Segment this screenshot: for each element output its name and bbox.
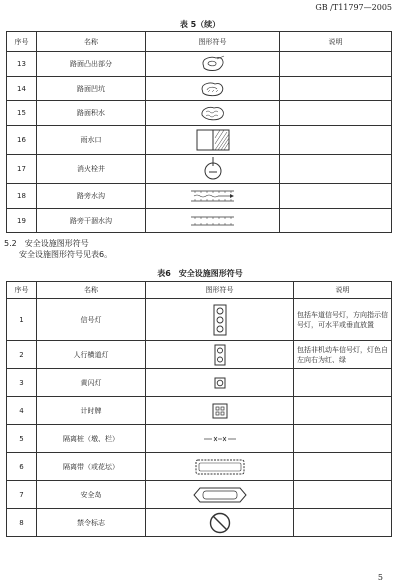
table5-caption: 表 5（续） xyxy=(179,20,221,29)
row-name: 黄闪灯 xyxy=(37,369,146,397)
row-number: 16 xyxy=(7,126,37,155)
table5 xyxy=(6,31,392,233)
table6 xyxy=(6,281,392,537)
table6-caption: 表6 安全设施图形符号 xyxy=(157,269,243,278)
row-desc xyxy=(280,76,392,101)
table-row xyxy=(7,453,392,481)
section-heading: 5.2 安全设施图形符号 xyxy=(4,239,89,248)
row-number: 18 xyxy=(7,184,37,209)
column-header: 名称 xyxy=(37,32,146,52)
row-desc xyxy=(294,397,392,425)
row-desc xyxy=(294,509,392,537)
row-name: 安全岛 xyxy=(37,481,146,509)
row-desc xyxy=(280,155,392,184)
row-desc: 包括非机动车信号灯，灯色自左向右为红、绿 xyxy=(294,341,392,369)
row-name: 计时牌 xyxy=(37,397,146,425)
row-number: 8 xyxy=(7,509,37,537)
table-row xyxy=(7,126,392,155)
row-name: 路旁水沟 xyxy=(37,184,146,209)
row-name: 人行横道灯 xyxy=(37,341,146,369)
row-name: 禁令标志 xyxy=(37,509,146,537)
fire-hydrant-well-symbol xyxy=(146,155,280,184)
row-name: 路面凸出部分 xyxy=(37,52,146,77)
section-body: 安全设施图形符号见表6。 xyxy=(19,250,113,259)
roadside-ditch-symbol xyxy=(146,184,280,209)
row-desc xyxy=(280,208,392,233)
row-desc: 包括车道信号灯，方向指示信号灯，可水平或垂直放置 xyxy=(294,299,392,341)
row-name: 隔离桩（墩、栏） xyxy=(37,425,146,453)
table-row xyxy=(7,341,392,369)
isolation-pile-symbol xyxy=(146,425,294,453)
table-row xyxy=(7,299,392,341)
row-number: 7 xyxy=(7,481,37,509)
table-row xyxy=(7,208,392,233)
table-row xyxy=(7,76,392,101)
table-row xyxy=(7,155,392,184)
row-number: 4 xyxy=(7,397,37,425)
row-number: 2 xyxy=(7,341,37,369)
column-header: 说明 xyxy=(280,32,392,52)
row-name: 路面凹坑 xyxy=(37,76,146,101)
table-row xyxy=(7,397,392,425)
column-header: 名称 xyxy=(37,282,146,299)
column-header: 序号 xyxy=(7,282,37,299)
table-row xyxy=(7,425,392,453)
dry-ditch-symbol xyxy=(146,208,280,233)
road-pothole-symbol xyxy=(146,76,280,101)
row-name: 隔离带（或花坛） xyxy=(37,453,146,481)
prohibition-sign-symbol xyxy=(146,509,294,537)
row-number: 5 xyxy=(7,425,37,453)
row-desc xyxy=(280,126,392,155)
row-number: 6 xyxy=(7,453,37,481)
row-number: 15 xyxy=(7,101,37,126)
table5-header-row xyxy=(7,32,392,52)
road-water-symbol xyxy=(146,101,280,126)
row-name: 路旁干涸水沟 xyxy=(37,208,146,233)
row-name: 路面积水 xyxy=(37,101,146,126)
row-desc xyxy=(294,425,392,453)
row-name: 信号灯 xyxy=(37,299,146,341)
safety-island-symbol xyxy=(146,481,294,509)
table-row xyxy=(7,101,392,126)
table-row xyxy=(7,481,392,509)
row-desc xyxy=(294,481,392,509)
column-header: 说明 xyxy=(294,282,392,299)
crosswalk-light-symbol xyxy=(146,341,294,369)
traffic-light-symbol xyxy=(146,299,294,341)
table6-header-row xyxy=(7,282,392,299)
rain-inlet-symbol xyxy=(146,126,280,155)
table-row xyxy=(7,184,392,209)
column-header: 序号 xyxy=(7,32,37,52)
document-code: GB /T11797—2005 xyxy=(315,3,392,12)
row-desc xyxy=(280,52,392,77)
row-name: 雨水口 xyxy=(37,126,146,155)
table-row xyxy=(7,52,392,77)
yellow-flash-light-symbol xyxy=(146,369,294,397)
row-name: 消火栓井 xyxy=(37,155,146,184)
row-desc xyxy=(294,369,392,397)
row-desc xyxy=(280,184,392,209)
road-bump-symbol xyxy=(146,52,280,77)
page-number: 5 xyxy=(377,573,383,582)
timer-board-symbol xyxy=(146,397,294,425)
table-row xyxy=(7,509,392,537)
row-number: 3 xyxy=(7,369,37,397)
isolation-belt-symbol xyxy=(146,453,294,481)
row-desc xyxy=(294,453,392,481)
row-number: 13 xyxy=(7,52,37,77)
row-desc xyxy=(280,101,392,126)
row-number: 19 xyxy=(7,208,37,233)
column-header: 图形符号 xyxy=(146,282,294,299)
table-row xyxy=(7,369,392,397)
row-number: 17 xyxy=(7,155,37,184)
column-header: 图形符号 xyxy=(146,32,280,52)
row-number: 1 xyxy=(7,299,37,341)
row-number: 14 xyxy=(7,76,37,101)
